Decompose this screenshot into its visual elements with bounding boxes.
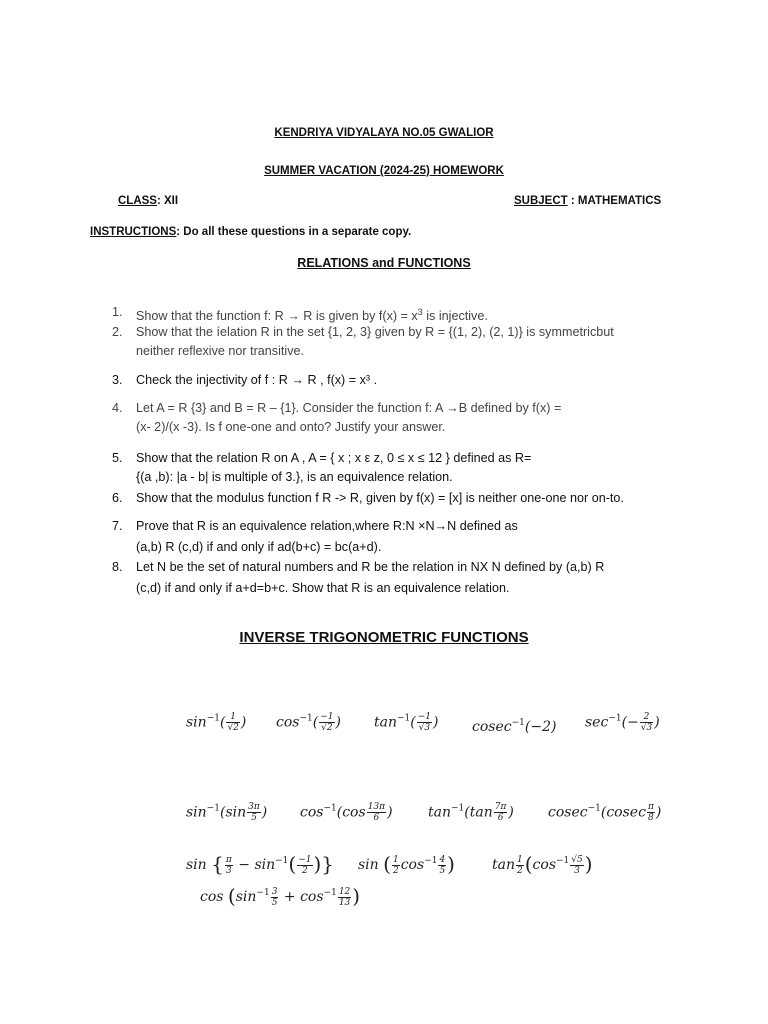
math-expr-row1-1: $\sin^{-1}$( $\frac{1}{√2}$ ) <box>186 712 247 733</box>
homework-title: SUMMER VACATION (2024-25) HOMEWORK <box>264 165 504 177</box>
math-expr-row4: $\cos (\sin^{-1}$ $\frac{3}{5}$ + $\cos^{-1}$ $\frac{12}{13}$ ) <box>200 884 361 908</box>
question-text: Show that the function f: R → R is given by $f(x) = x^3$ is injective. <box>136 307 488 324</box>
question-number: 1. <box>112 305 123 319</box>
inverse-trig-section-title: INVERSE TRIGONOMETRIC FUNCTIONS <box>239 629 529 646</box>
question-text: Let N be the set of natural numbers and R be the relation in NX N defined by (a,b) R <box>136 560 605 574</box>
question-text-line2: {(a ,b): |a - b| is multiple of 3.}, is an equivalence relation. <box>136 470 453 484</box>
instructions-value: : Do all these questions in a separate copy. <box>176 226 412 238</box>
math-expr-row2-3: $\tan^{-1}(\tan$ $\frac{7\pi}{6}$ ) <box>428 802 514 823</box>
question-text: Show that the modulus function f R -> R, given by f(x) = [x] is neither one-one nor on-to. <box>136 491 624 505</box>
question-text-line2: (c,d) if and only if a+d=b+c. Show that R is an equivalence relation. <box>136 581 510 595</box>
relations-section-title: RELATIONS and FUNCTIONS <box>297 256 471 270</box>
question-number: 3. <box>112 373 123 387</box>
question-text: Check the injectivity of f : R → R , f(x) = x³ . <box>136 373 378 387</box>
class-label: CLASS <box>118 195 157 207</box>
question-text: Show that the íelation R in the set {1, 2, 3} given by R = {(1, 2), (2, 1)} is symmetricbut <box>136 325 614 339</box>
question-number: 5. <box>112 451 123 465</box>
question-text-line2: (x- 2)/(x -3). Is f one-one and onto? Justify your answer. <box>136 420 446 434</box>
question-text-line2: (a,b) R (c,d) if and only if ad(b+c) = bc(a+d). <box>136 540 382 554</box>
school-name: KENDRIYA VIDYALAYA NO.05 GWALIOR <box>274 127 494 139</box>
question-text: Let A = R {3} and B = R – {1}. Consider the function f: A →B defined by f(x) = <box>136 401 562 415</box>
math-expr-row1-2: $\cos^{-1}$( $\frac{-1}{√2}$ ) <box>276 712 341 733</box>
math-expr-row1-3: $\tan^{-1}$( $\frac{-1}{√3}$ ) <box>374 712 439 733</box>
question-text: Show that the relation R on A , A = { x ; x ε z, 0 ≤ x ≤ 12 } defined as R= <box>136 451 532 465</box>
question-text-line2: neither reflexive nor transitive. <box>136 344 304 358</box>
math-expr-row3-2: sin ( $\frac{1}{2}$ $\cos^{-1}$ $\frac{4}{5}$ ) <box>358 852 455 876</box>
question-number: 7. <box>112 519 123 533</box>
question-number: 4. <box>112 401 123 415</box>
math-expr-row2-2: $\cos^{-1}(\cos$ $\frac{13\pi}{6}$ ) <box>300 802 393 823</box>
math-expr-row1-4: cosec$^{-1}$(−2) <box>472 718 557 735</box>
instructions-label: INSTRUCTIONS <box>90 226 177 238</box>
subject-line <box>514 195 661 207</box>
question-number: 6. <box>112 491 123 505</box>
math-expr-row3-3: tan $\frac{1}{2}$ ($\cos^{-1}$ $\frac{√5}{3}$ ) <box>492 852 593 876</box>
math-expr-row1-5: $\sec^{-1}(-$ $\frac{2}{√3}$ ) <box>585 712 660 733</box>
math-expr-row2-4: cosec$^{-1}$(cosec $\frac{\pi}{8}$ ) <box>548 802 662 823</box>
math-expr-row3-1: sin { $\frac{\pi}{3}$ − $\sin^{-1}$( $\frac{-1}{2}$ )} <box>186 852 335 876</box>
class-value: : XII <box>156 195 179 207</box>
question-number: 8. <box>112 560 123 574</box>
question-text: Prove that R is an equivalence relation,where R:N ×N→N defined as <box>136 519 518 533</box>
question-number: 2. <box>112 325 123 339</box>
class-line <box>118 195 178 207</box>
subject-value: : MATHEMATICS <box>567 195 662 207</box>
instructions-line <box>90 226 411 238</box>
subject-label: SUBJECT <box>514 195 568 207</box>
math-expr-row2-1: $\sin^{-1}(\sin$ $\frac{3\pi}{5}$ ) <box>186 802 268 823</box>
